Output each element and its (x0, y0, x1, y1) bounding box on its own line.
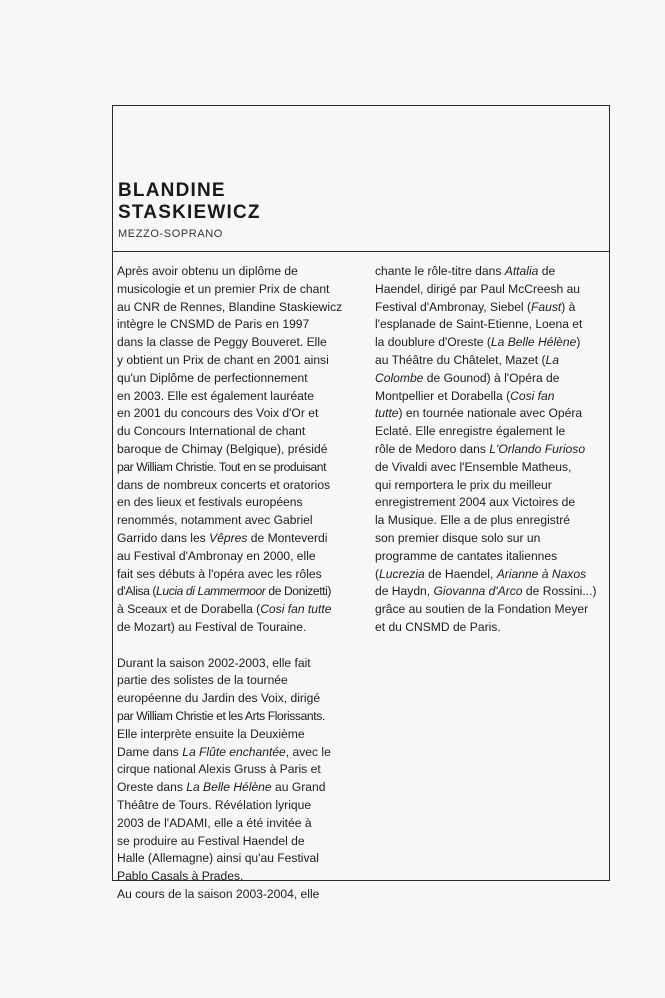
voice-type: MEZZO-SOPRANO (118, 228, 223, 240)
text-line: Garrido dans les Vêpres de Monteverdi (117, 530, 328, 545)
text-line: Théâtre de Tours. Révélation lyrique (117, 797, 312, 812)
text-line: du Concours International de chant (117, 424, 306, 439)
text-line: dans de nombreux concerts et oratorios (117, 477, 331, 492)
text-line: en 2003. Elle est également lauréate (117, 388, 314, 403)
text-line: 2003 de l'ADAMI, elle a été invitée à (117, 815, 312, 830)
text-line: qui remportera le prix du meilleur (375, 477, 552, 492)
text-line: d'Alisa (Lucia di Lammermoor de Donizetti) (117, 584, 332, 599)
text-line: Au cours de la saison 2003-2004, elle (117, 886, 320, 901)
text-line: rôle de Medoro dans L'Orlando Furioso (375, 441, 586, 456)
text-line: au Festival d'Ambronay en 2000, elle (117, 548, 316, 563)
text-line: européenne du Jardin des Voix, dirigé (117, 691, 321, 706)
text-line: programme de cantates italiennes (375, 548, 558, 563)
text-line: par William Christie et les Arts Florissants. (117, 708, 325, 723)
text-line: qu'un Diplôme de perfectionnement (117, 370, 308, 385)
text-line: enregistrement 2004 aux Victoires de (375, 495, 576, 510)
text-line: en 2001 du concours des Voix d'Or et (117, 406, 319, 421)
text-line: grâce au soutien de la Fondation Meyer (375, 602, 589, 617)
text-line: Durant la saison 2002-2003, elle fait (117, 655, 311, 670)
text-line: cirque national Alexis Gruss à Paris et (117, 762, 321, 777)
text-line: au CNR de Rennes, Blandine Staskiewicz (117, 299, 343, 314)
text-line: et du CNSMD de Paris. (375, 619, 501, 634)
biography-column-right (375, 263, 607, 637)
text-line: au Théâtre du Châtelet, Mazet (La (375, 352, 559, 367)
text-line: la doublure d'Oreste (La Belle Hélène) (375, 335, 581, 350)
biography-box (112, 105, 610, 901)
text-line: son premier disque solo sur un (375, 530, 541, 545)
text-line: Festival d'Ambronay, Siebel (Faust) à (375, 299, 576, 314)
biography-column-left (117, 263, 355, 904)
text-line: la Musique. Elle a de plus enregistré (375, 513, 570, 528)
artist-first-name: BLANDINE (118, 180, 226, 201)
text-line: à Sceaux et de Dorabella (Cosi fan tutte (117, 602, 332, 617)
text-line: Haendel, dirigé par Paul McCreesh au (375, 281, 581, 296)
text-line: en des lieux et festivals européens (117, 495, 303, 510)
text-line: chante le rôle-titre dans Attalia de (375, 264, 556, 278)
text-line: Après avoir obtenu un diplôme de (117, 264, 298, 278)
text-line: Eclaté. Elle enregistre également le (375, 424, 566, 439)
text-line: Oreste dans La Belle Hélène au Grand (117, 780, 326, 795)
text-line: partie des solistes de la tournée (117, 673, 288, 688)
text-line: Pablo Casals à Prades. (117, 869, 244, 884)
biography-header (113, 106, 609, 252)
text-line: Dame dans La Flûte enchantée, avec le (117, 744, 331, 759)
text-line: (Lucrezia de Haendel, Arianne à Naxos (375, 566, 587, 581)
artist-name (118, 180, 261, 224)
text-line: renommés, notamment avec Gabriel (117, 513, 313, 528)
text-line: dans la classe de Peggy Bouveret. Elle (117, 335, 327, 350)
text-line: tutte) en tournée nationale avec Opéra (375, 406, 583, 421)
text-line: par William Christie. Tout en se produisant (117, 459, 327, 474)
text-line: Colombe de Gounod) à l'Opéra de (375, 370, 560, 385)
text-line: musicologie et un premier Prix de chant (117, 281, 330, 296)
text-line: Montpellier et Dorabella (Cosi fan (375, 388, 555, 403)
text-line: Elle interprète ensuite la Deuxième (117, 726, 305, 741)
artist-last-name: STASKIEWICZ (118, 202, 261, 223)
text-line: l'esplanade de Saint-Etienne, Loena et (375, 317, 583, 332)
text-line: y obtient un Prix de chant en 2001 ainsi (117, 352, 329, 367)
text-line: baroque de Chimay (Belgique), présidé (117, 441, 328, 456)
text-line: de Haydn, Giovanna d'Arco de Rossini...) (375, 584, 597, 599)
text-line: fait ses débuts à l'opéra avec les rôles (117, 566, 322, 581)
text-line: de Vivaldi avec l'Ensemble Matheus, (375, 459, 572, 474)
text-line (117, 637, 355, 655)
text-line: Halle (Allemagne) ainsi qu'au Festival (117, 851, 319, 866)
text-line: de Mozart) au Festival de Touraine. (117, 619, 307, 634)
text-line: se produire au Festival Haendel de (117, 833, 305, 848)
text-line: intègre le CNSMD de Paris en 1997 (117, 317, 310, 332)
